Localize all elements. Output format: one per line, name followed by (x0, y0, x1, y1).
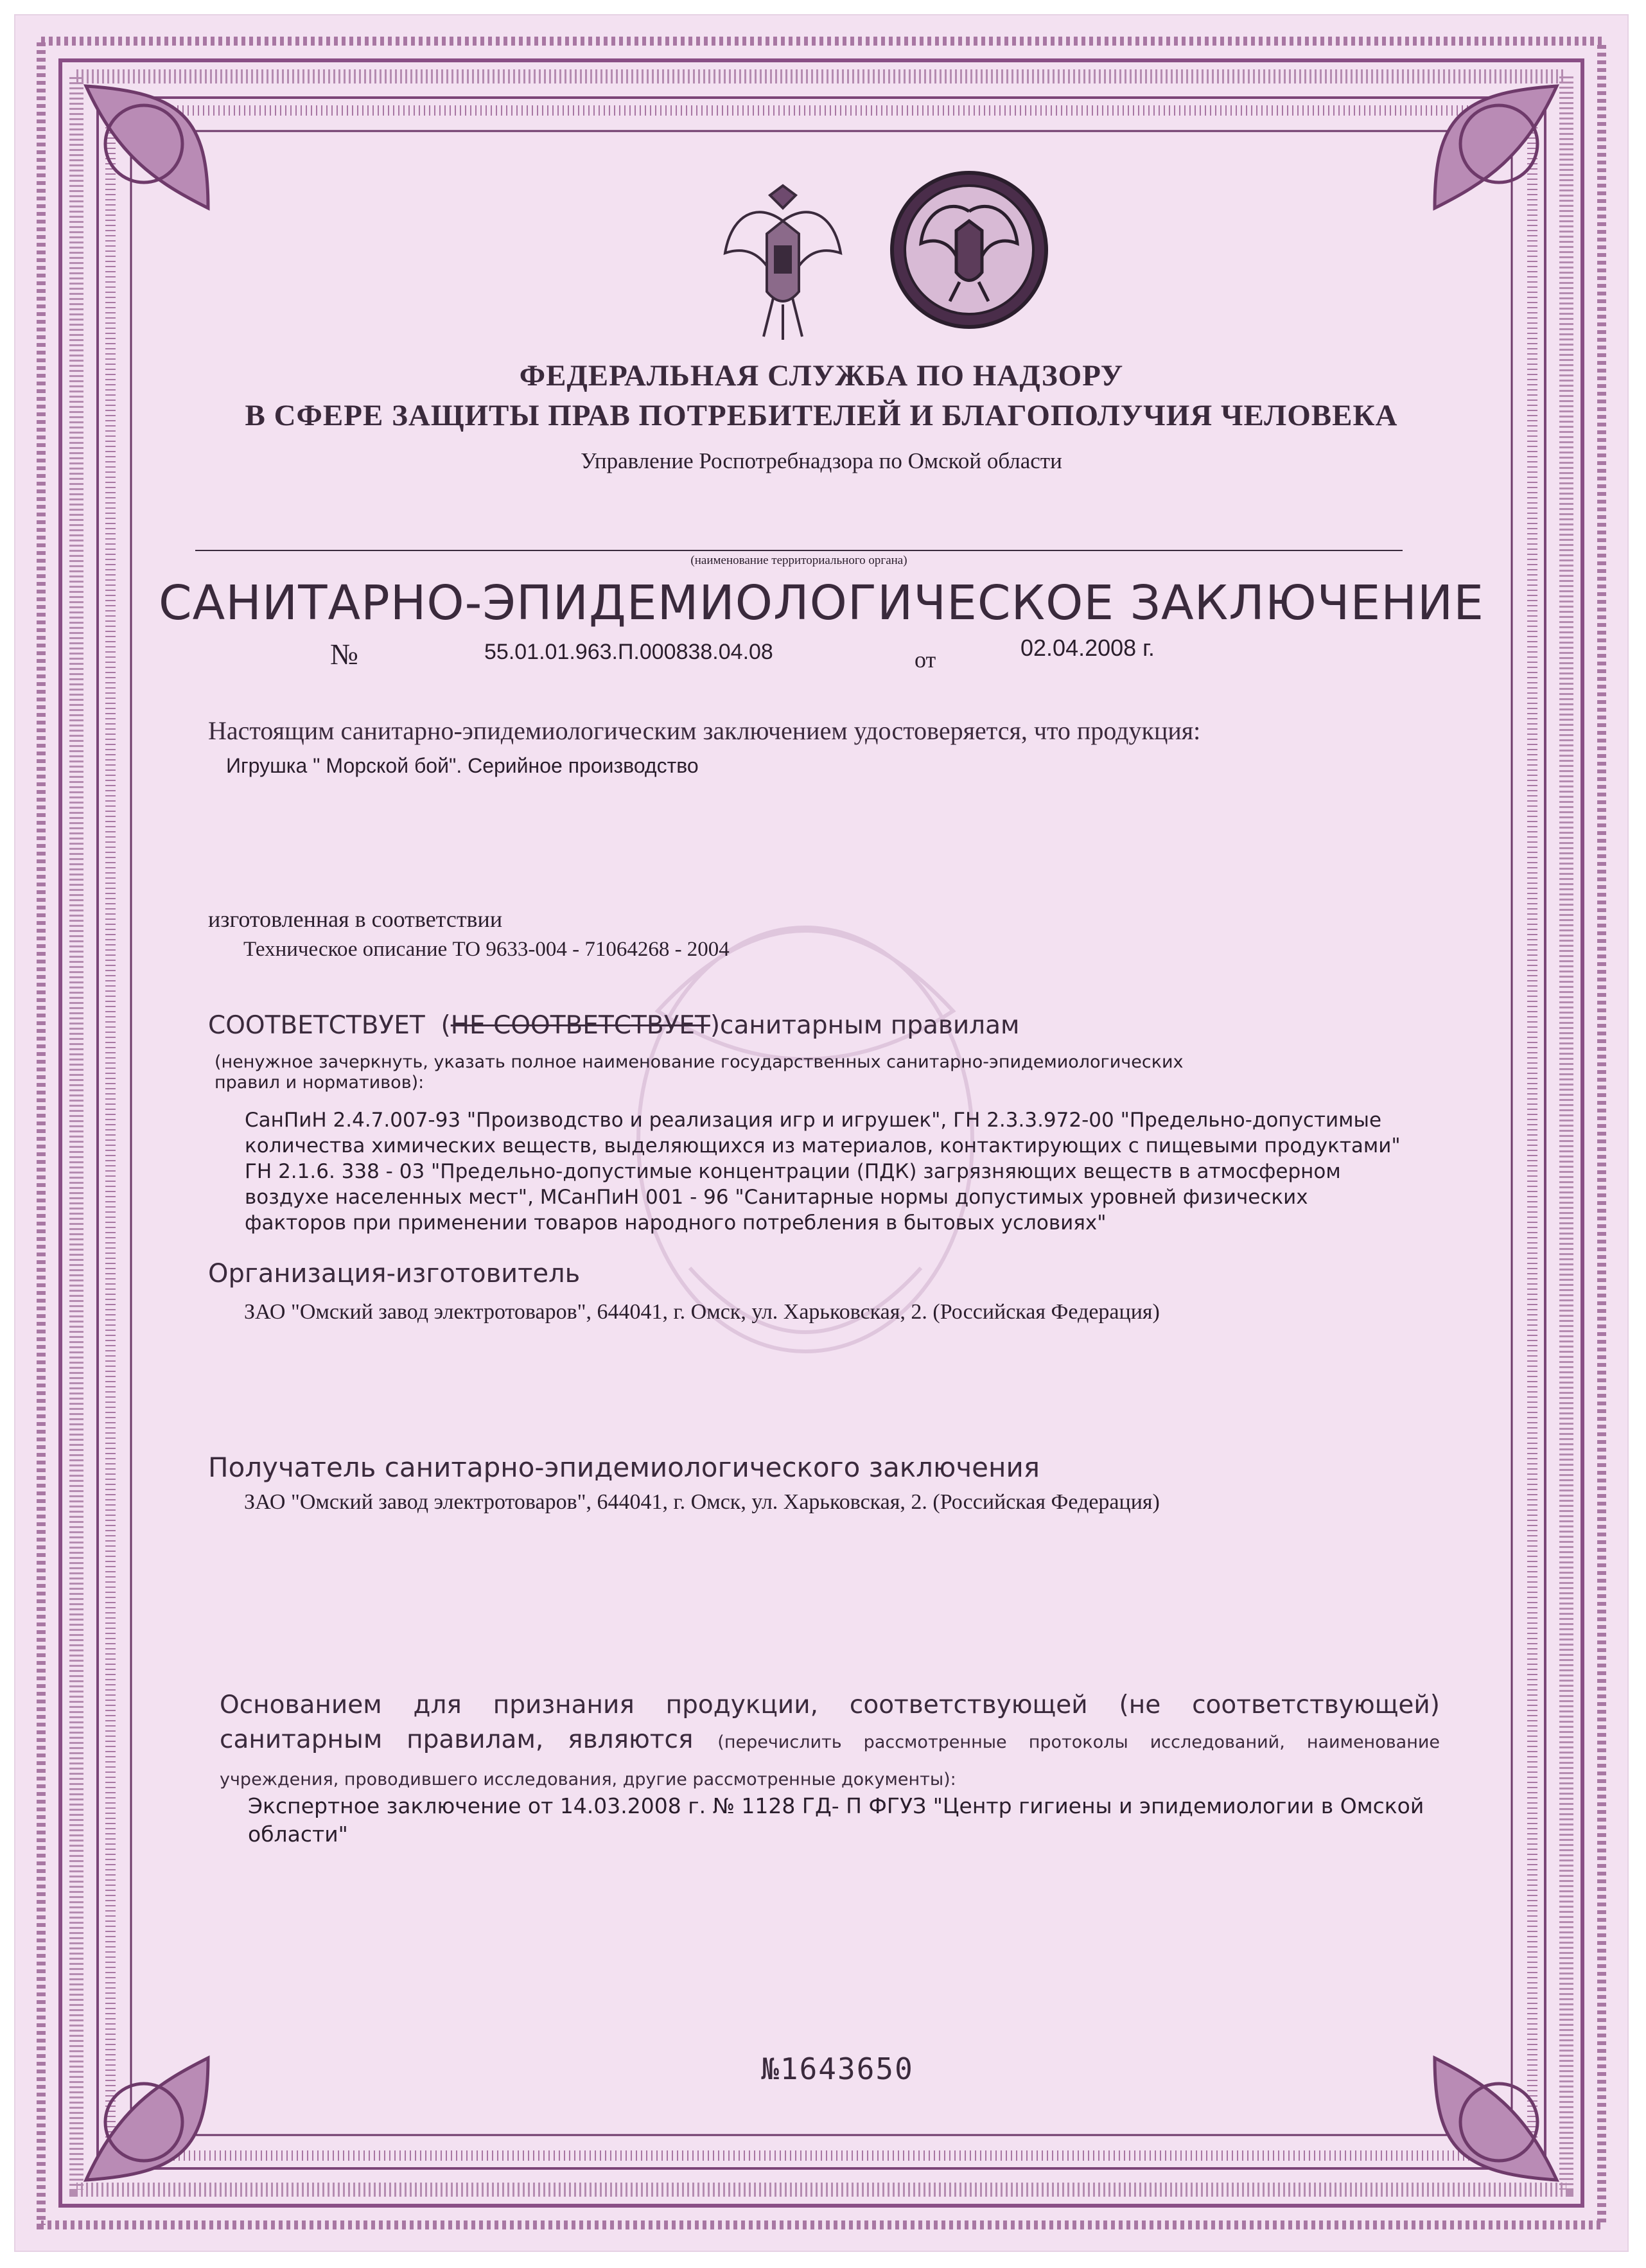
compliance-note-line2: правил и нормативов): (215, 1073, 425, 1093)
basis-note: (перечислить рассмотренные протоколы исследований, наименование учреждения, проводившего исследования, другие рассмотренные документы): (220, 1732, 1440, 1789)
territorial-body-underline (195, 550, 1403, 551)
date-label: от (915, 647, 936, 672)
territorial-body-caption: (наименование территориального органа) (690, 554, 907, 567)
norms-line: воздухе населенных мест", МСанПиН 001 - 96 "Санитарные нормы допустимых уровней физических (245, 1186, 1308, 1209)
number-label: № (330, 638, 358, 671)
agency-name (170, 356, 1473, 435)
compliance-tail: санитарным правилам (720, 1011, 1020, 1040)
form-serial-number: №1643650 (761, 2052, 914, 2086)
product-name: Игрушка " Морской бой". Серийное производство (226, 754, 699, 777)
manufactured-standard: Техническое описание ТО 9633-004 - 71064268 - 2004 (243, 938, 730, 961)
recipient-label: Получатель санитарно-эпидемиологического заключения (208, 1452, 1040, 1483)
compliance-line: СООТВЕТСТВУЕТ (НЕ СООТВЕТСТВУЕТ)санитарным правилам (208, 1011, 1020, 1040)
manufacturer-value: ЗАО "Омский завод электротоваров", 644041, г. Омск, ул. Харьковская, 2. (Российская Федерация) (244, 1300, 1160, 1324)
norms-line: количества химических веществ, выделяющихся из материалов, контактирующих с пищевыми продуктами" (245, 1134, 1401, 1157)
certificate-sheet (14, 14, 1629, 2252)
recipient-value: ЗАО "Омский завод электротоваров", 644041, г. Омск, ул. Харьковская, 2. (Российская Федерация) (244, 1490, 1160, 1514)
document-number: 55.01.01.963.П.000838.04.08 (484, 640, 773, 664)
agency-name-line2: В СФЕРЕ ЗАЩИТЫ ПРАВ ПОТРЕБИТЕЛЕЙ И БЛАГОПОЛУЧИЯ ЧЕЛОВЕКА (245, 399, 1398, 432)
territorial-body: Управление Роспотребнадзора по Омской области (581, 448, 1062, 473)
norms-line: факторов при применении товаров народного потребления в бытовых условиях" (245, 1211, 1107, 1235)
manufacturer-label: Организация-изготовитель (208, 1259, 581, 1288)
coat-of-arms-icon (719, 182, 847, 343)
document-title: САНИТАРНО-ЭПИДЕМИОЛОГИЧЕСКОЕ ЗАКЛЮЧЕНИЕ (159, 576, 1484, 631)
norms-list (245, 1107, 1484, 1236)
basis-text (220, 1688, 1440, 1797)
manufactured-label: изготовленная в соответствии (208, 906, 503, 932)
basis-value: Экспертное заключение от 14.03.2008 г. № 1128 ГД- П ФГУЗ "Центр гигиены и эпидемиологии в Омской области" (248, 1793, 1424, 1847)
compliance-note-line1: (ненужное зачеркнуть, указать полное наименование государственных санитарно-эпидемиологических (215, 1052, 1184, 1072)
complies-label: СООТВЕТСТВУЕТ (208, 1011, 425, 1040)
norms-line: ГН 2.1.6. 338 - 03 "Предельно-допустимые концентрации (ПДК) загрязняющих веществ в атмосферном (245, 1160, 1341, 1183)
not-complies-label: НЕ СООТВЕТСТВУЕТ (450, 1011, 710, 1040)
product-intro: Настоящим санитарно-эпидемиологическим заключением удостоверяется, что продукция: (208, 716, 1201, 745)
document-date: 02.04.2008 г. (1020, 635, 1155, 661)
compliance-note (215, 1052, 1370, 1093)
agency-name-line1: ФЕДЕРАЛЬНАЯ СЛУЖБА ПО НАДЗОРУ (519, 359, 1124, 392)
norms-line: СанПиН 2.4.7.007-93 "Производство и реализация игр и игрушек", ГН 2.3.3.972-00 "Предельно-допустимые (245, 1109, 1382, 1132)
agency-seal-icon (886, 166, 1053, 333)
basis-main: Основанием для признания продукции, соответствующей (не соответствующей) санитарным правилам, являются (220, 1691, 1440, 1754)
